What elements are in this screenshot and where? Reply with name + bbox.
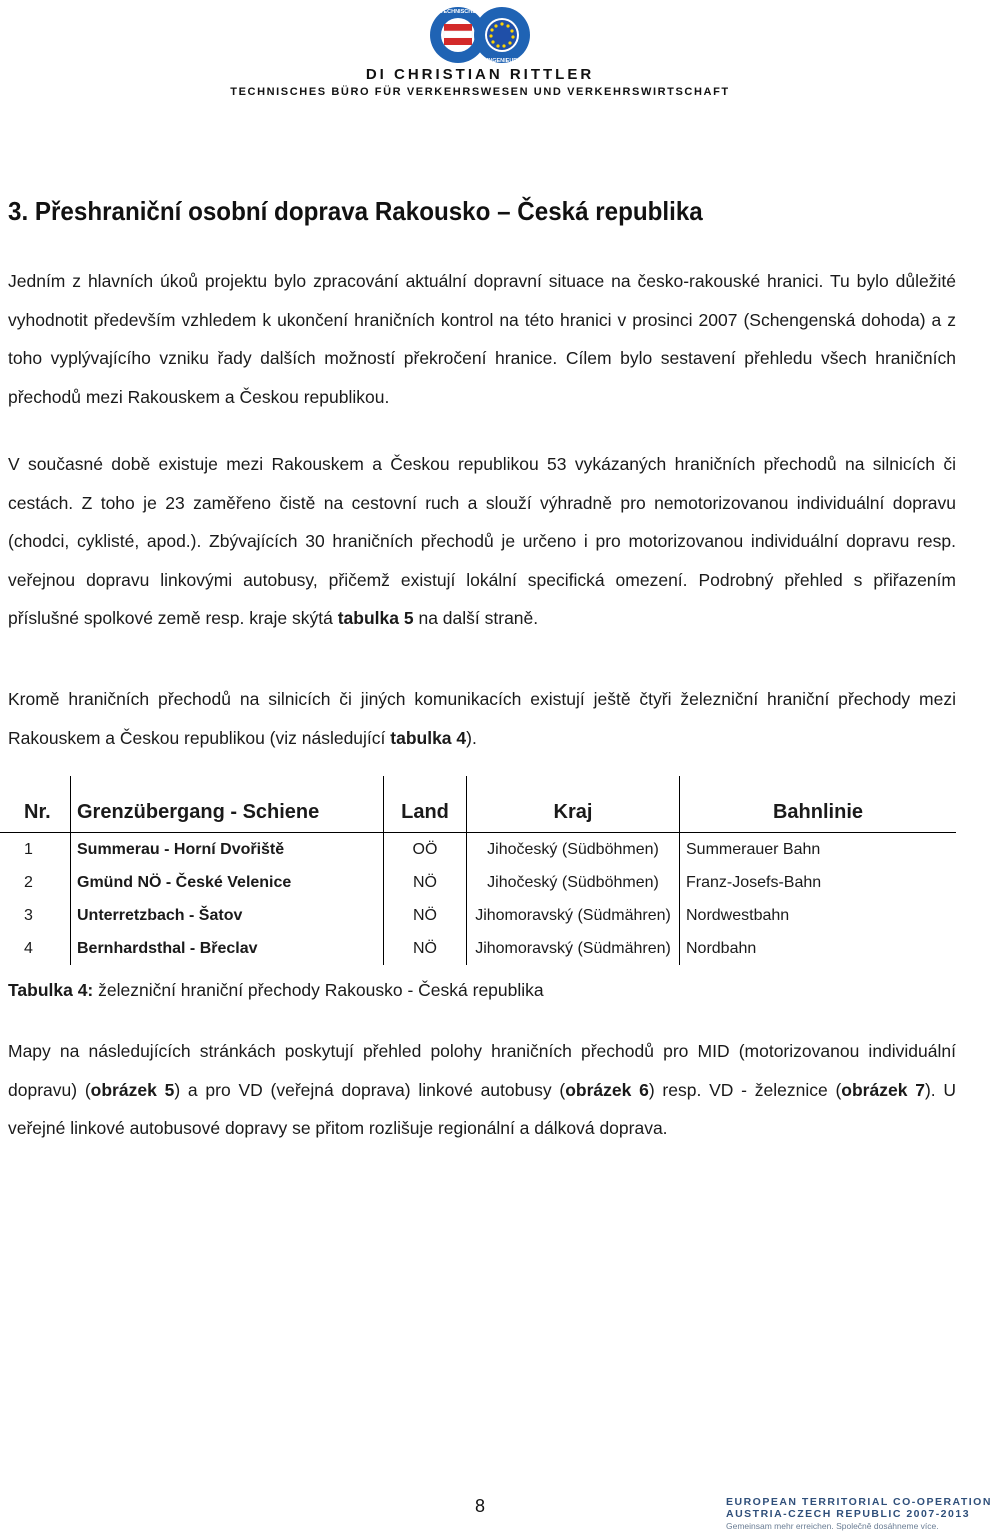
- cell-nr: 4: [24, 939, 33, 957]
- rail-crossings-table: [0, 776, 956, 965]
- cell-land: NÖ: [384, 932, 467, 965]
- table-row: [0, 833, 956, 867]
- paragraph-maps-text-3: ) resp. VD - železnice (: [648, 1079, 842, 1100]
- table-caption-text: železniční hraniční přechody Rakousko - Česká republika: [93, 980, 544, 1000]
- eu-logo-line1: EUROPEAN TERRITORIAL CO-OPERATION: [726, 1496, 992, 1508]
- company-name: DI CHRISTIAN RITTLER: [365, 66, 595, 83]
- column-header-kraj: Kraj: [467, 776, 680, 833]
- cell-kraj: Jihomoravský (Südmähren): [467, 899, 680, 932]
- svg-text:TECHNISCHE: TECHNISCHE: [440, 9, 476, 15]
- page-header: [0, 0, 960, 110]
- company-tagline: TECHNISCHES BÜRO FÜR VERKEHRSWESEN UND VERKEHRSWIRTSCHAFT: [230, 86, 730, 98]
- table-caption-label: Tabulka 4:: [8, 980, 94, 1000]
- paragraph-maps-text: Mapy na následujících stránkách poskytují přehled polohy hraničních přechodů pro MID (motorizovanou individuální dopravu) (: [8, 1041, 956, 1100]
- paragraph-maps-text-2: ) a pro VD (veřejná doprava) linkové autobusy (: [174, 1079, 566, 1100]
- cell-bahnlinie: Franz-Josefs-Bahn: [680, 866, 957, 899]
- cell-bahnlinie: Summerauer Bahn: [680, 833, 957, 867]
- table-row: [0, 866, 956, 899]
- section-title: 3. Přeshraniční osobní doprava Rakousko – Česká republika: [8, 196, 703, 226]
- cell-crossing: Bernhardsthal - Břeclav: [71, 932, 384, 965]
- cell-bahnlinie: Nordbahn: [680, 932, 957, 965]
- svg-text:INGENIEUR: INGENIEUR: [486, 58, 518, 64]
- paragraph-intro: Jedním z hlavních úkoů projektu bylo zpracování aktuální dopravní situace na česko-rakouské hranici. Tu bylo důležité vyhodnotit především vzhledem k ukončení hraničních kontrol na této hranici v prosinci 2007 (Schengenská dohoda) a z toho vyplývajícího vzniku řady dalších možností překročení hranice. Cílem bylo sestavení přehledu všech hraničních přechodů mezi Rakouskem a Českou republikou.: [8, 271, 956, 407]
- table-caption: [8, 976, 544, 1004]
- cell-land: OÖ: [384, 833, 467, 867]
- cell-land: NÖ: [384, 899, 467, 932]
- company-logo-icon: [424, 4, 536, 66]
- cell-nr: 2: [24, 873, 33, 891]
- paragraph-rail-end: ).: [466, 727, 477, 748]
- column-header-land: Land: [384, 776, 467, 833]
- figure5-reference: obrázek 5: [90, 1079, 175, 1100]
- cell-kraj: Jihočeský (Südböhmen): [467, 866, 680, 899]
- cell-bahnlinie: Nordwestbahn: [680, 899, 957, 932]
- cell-kraj: Jihočeský (Südböhmen): [467, 833, 680, 867]
- table4-reference: tabulka 4: [390, 727, 467, 748]
- paragraph-crossings: [8, 445, 956, 638]
- paragraph-rail: [8, 680, 956, 757]
- cell-nr: 1: [24, 840, 33, 858]
- cell-nr: 3: [24, 906, 33, 924]
- column-header-crossing: Grenzübergang - Schiene: [71, 776, 384, 833]
- paragraph-rail-text: Kromě hraničních přechodů na silnicích či jiných komunikacích existují ještě čtyři železniční hraniční přechody mezi Rakouskem a Českou republikou (viz následující: [8, 689, 956, 748]
- table-row: [0, 932, 956, 965]
- cell-kraj: Jihomoravský (Südmähren): [467, 932, 680, 965]
- figure7-reference: obrázek 7: [841, 1079, 925, 1100]
- cell-crossing: Gmünd NÖ - České Velenice: [71, 866, 384, 899]
- eu-logo-slogan: Gemeinsam mehr erreichen. Společně dosáhneme více.: [726, 1521, 939, 1531]
- eu-programme-logo: [724, 1496, 992, 1532]
- cell-crossing: Unterretzbach - Šatov: [71, 899, 384, 932]
- column-header-nr: Nr.: [0, 776, 71, 833]
- page-number: 8: [474, 1496, 485, 1516]
- cell-crossing: Summerau - Horní Dvořiště: [71, 833, 384, 867]
- table-row: [0, 899, 956, 932]
- table-header-row: [0, 776, 956, 833]
- column-header-bahnlinie: Bahnlinie: [680, 776, 957, 833]
- eu-logo-line2: AUSTRIA-CZECH REPUBLIC 2007-2013: [726, 1508, 971, 1520]
- table5-reference: tabulka 5: [337, 608, 414, 628]
- paragraph-crossings-text: V současné době existuje mezi Rakouskem a Českou republikou 53 vykázaných hraničních přechodů na silnicích či cestách. Z toho je 23 zaměřeno čistě na cestovní ruch a slouží výhradně pro nemotorizovanou individuální dopravu (chodci, cyklisté, apod.). Zbývajících 30 hraničních přechodů je určeno i pro motorizovanou individuální dopravu resp. veřejnou dopravu linkovými autobusy, přičemž existují lokální specifická omezení. Podrobný přehled s přiřazením příslušné spolkové země resp. kraje skýtá: [8, 454, 956, 628]
- cell-land: NÖ: [384, 866, 467, 899]
- figure6-reference: obrázek 6: [565, 1079, 649, 1100]
- paragraph-maps: [8, 1032, 956, 1148]
- paragraph-maps-end: ). U veřejné linkové autobusové dopravy se přitom rozlišuje regionální a dálková doprava.: [8, 1079, 957, 1138]
- paragraph-crossings-end: na další straně.: [413, 608, 539, 628]
